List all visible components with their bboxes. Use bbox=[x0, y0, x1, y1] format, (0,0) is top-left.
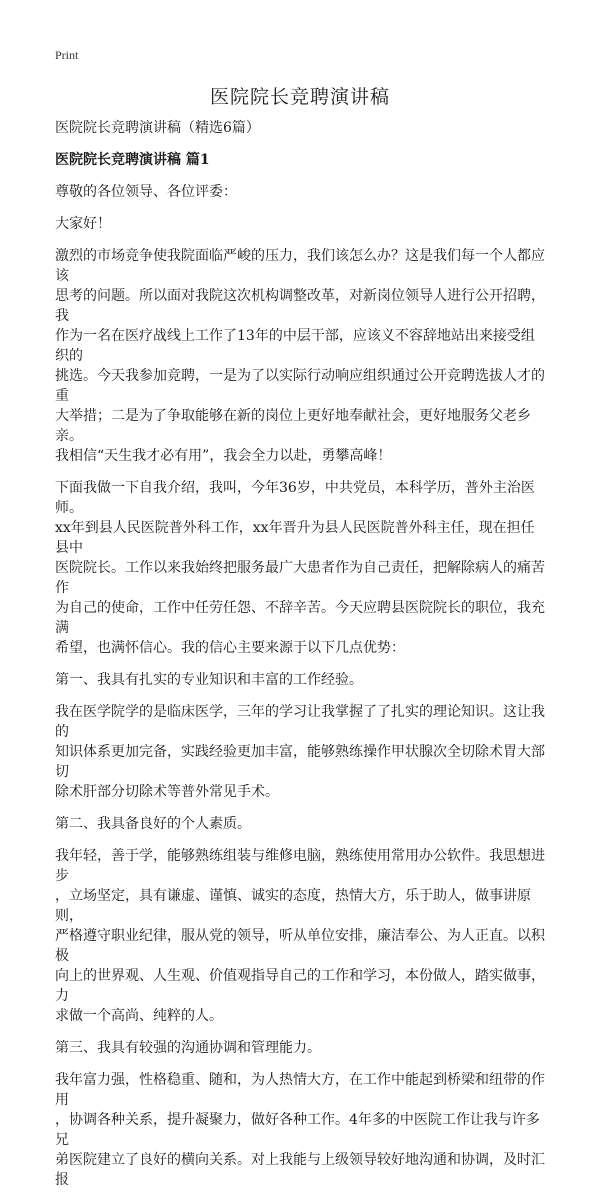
paragraph-line: 希望，也满怀信心。我的信心主要来源于以下几点优势： bbox=[55, 640, 405, 656]
paragraph-line: 作为一名在医疗战线上工作了13年的中层干部，应该义不容辞地站出来接受组织的 bbox=[55, 328, 535, 364]
paragraph bbox=[55, 1070, 545, 1190]
paragraph-line: 第二、我具备良好的个人素质。 bbox=[55, 816, 251, 832]
paragraph-line: 大家好！ bbox=[55, 216, 111, 232]
paragraph-line: 弟医院建立了良好的横向关系。对上我能与上级领导较好地沟通和协调，及时汇报 bbox=[55, 1152, 545, 1188]
paragraph-line: 我相信“天生我才必有用”，我会全力以赴，勇攀高峰！ bbox=[55, 448, 392, 464]
paragraph bbox=[55, 846, 545, 1026]
paragraph-line: ，协调各种关系，提升凝聚力，做好各种工作。4年多的中医院工作让我与许多兄 bbox=[55, 1112, 540, 1148]
paragraph-line: 为自己的使命，工作中任劳任怨、不辞辛苦。今天应聘县医院院长的职位，我充满 bbox=[55, 600, 545, 636]
paragraph-line: 第三、我具有较强的沟通协调和管理能力。 bbox=[55, 1040, 321, 1056]
paragraph-line: 第一、我具有扎实的专业知识和丰富的工作经验。 bbox=[55, 672, 363, 688]
paragraph bbox=[55, 814, 545, 834]
paragraph-line: ，立场坚定，具有谦虚、谨慎、诚实的态度，热情大方，乐于助人，做事讲原则， bbox=[55, 888, 531, 924]
paragraph bbox=[55, 670, 545, 690]
paragraph bbox=[55, 702, 545, 802]
paragraph-line: 下面我做一下自我介绍，我叫，今年36岁，中共党员，本科学历，普外主治医师。 bbox=[55, 480, 535, 516]
paragraph-line: 我在医学院学的是临床医学，三年的学习让我掌握了了扎实的理论知识。这让我的 bbox=[55, 704, 545, 740]
paragraph-line: 我年富力强，性格稳重、随和，为人热情大方，在工作中能起到桥梁和纽带的作用 bbox=[55, 1072, 545, 1108]
paragraph bbox=[55, 214, 545, 234]
section-heading: 医院院长竞聘演讲稿 篇1 bbox=[55, 152, 210, 168]
paragraph-line: 除术肝部分切除术等普外常见手术。 bbox=[55, 784, 279, 800]
paragraph-line: 尊敬的各位领导、各位评委： bbox=[55, 184, 237, 200]
paragraph-line: 严格遵守职业纪律，服从党的领导，听从单位安排，廉洁奉公、为人正直。以积极 bbox=[55, 928, 545, 964]
page-title: 医院院长竞聘演讲稿 bbox=[209, 86, 390, 108]
subtitle: 医院院长竞聘演讲稿（精选6篇） bbox=[55, 120, 260, 136]
paragraph-line: 我年轻，善于学，能够熟练组装与维修电脑，熟练使用常用办公软件。我思想进步 bbox=[55, 848, 545, 884]
paragraph bbox=[55, 478, 545, 658]
paragraph-line: 医院院长。工作以来我始终把服务最广大患者作为自己责任，把解除病人的痛苦作 bbox=[55, 560, 545, 596]
paragraph-line: 求做一个高尚、纯粹的人。 bbox=[55, 1008, 223, 1024]
paragraph bbox=[55, 246, 545, 466]
paragraph-line: 知识体系更加完备，实践经验更加丰富，能够熟练操作甲状腺次全切除术胃大部切 bbox=[55, 744, 545, 780]
print-link[interactable]: Print bbox=[55, 48, 79, 62]
paragraph bbox=[55, 182, 545, 202]
paragraphs bbox=[55, 182, 545, 1190]
document-body bbox=[55, 118, 545, 1202]
paragraph bbox=[55, 1038, 545, 1058]
paragraph-line: 向上的世界观、人生观、价值观指导自己的工作和学习，本份做人，踏实做事，力 bbox=[55, 968, 545, 1004]
paragraph-line: xx年到县人民医院普外科工作，xx年晋升为县人民医院普外科主任，现在担任县中 bbox=[55, 520, 535, 556]
paragraph-line: 激烈的市场竞争使我院面临严峻的压力，我们该怎么办？这是我们每一个人都应该 bbox=[55, 248, 545, 284]
paragraph-line: 思考的问题。所以面对我院这次机构调整改革，对新岗位领导人进行公开招聘，我 bbox=[55, 288, 545, 324]
paragraph-line: 大举措；二是为了争取能够在新的岗位上更好地奉献社会，更好地服务父老乡亲。 bbox=[55, 408, 531, 444]
paragraph-line: 挑选。今天我参加竞聘，一是为了以实际行动响应组织通过公开竞聘选拔人才的重 bbox=[55, 368, 545, 404]
